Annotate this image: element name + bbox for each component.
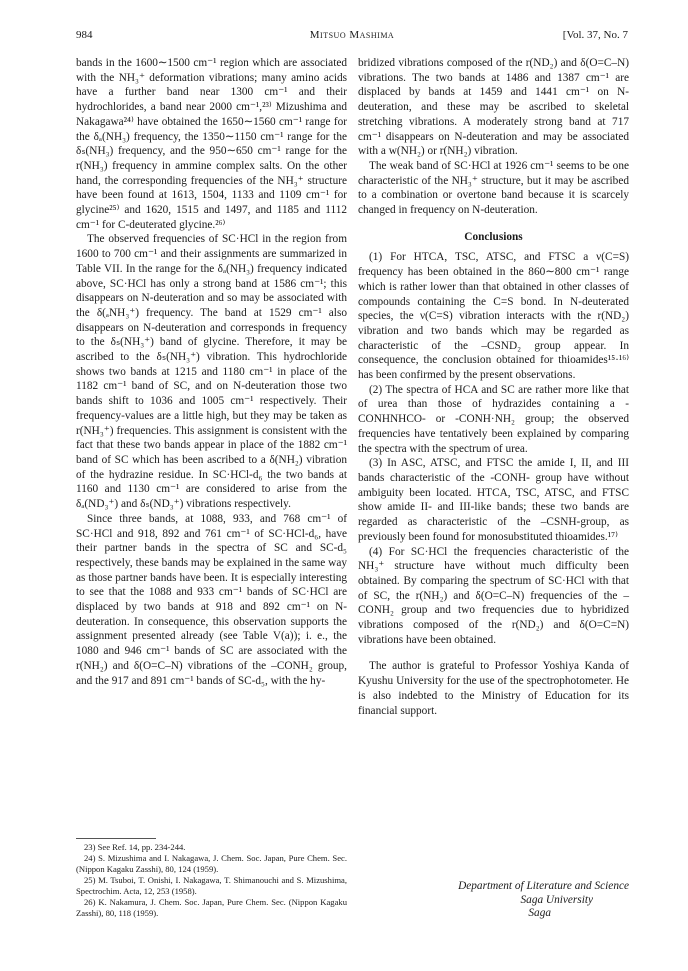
footnote: 26) K. Nakamura, J. Chem. Soc. Japan, Pure Chem. Sec. (Nippon Kagaku Zasshi), 80, 118 (1959). <box>76 897 347 918</box>
university-name: Saga University <box>520 893 593 906</box>
city-name: Saga <box>528 907 551 919</box>
conclusion-item: (1) For HTCA, TSC, ATSC, and FTSC a ν(C=S) frequency has been obtained in the 860∼800 cm⁻¹ range which is rather lower than that obtained in other classes of compounds containing the C=S bond. In N-deuterated species, the ν(C=S) vibration interacts with the r(ND₂) vibration and two bands which may be regarded as characteristic of the –CSND₂ group appear. In consequence, the conclusion obtained for thioamides¹⁵·¹⁶⁾ has been confirmed by the present observations. <box>358 251 629 382</box>
page-number: 984 <box>76 29 93 41</box>
affiliation <box>358 880 629 921</box>
left-column <box>76 56 347 688</box>
footnote-rule <box>76 838 156 839</box>
page-header <box>76 26 628 44</box>
section-heading-conclusions: Conclusions <box>464 230 523 243</box>
running-author: Mitsuo Mashima <box>309 29 395 41</box>
department-name: Department of Literature and Science <box>458 880 629 892</box>
paragraph: bands in the 1600∼1500 cm⁻¹ region which are associated with the NH₃⁺ deformation vibrations; many amino acids have a further band near 1300 cm⁻¹ and their hydrochlorides, a band near 2000 cm⁻¹,²³⁾ Mizushima and Nakagawa²⁴⁾ have obtained the 1650∼1560 cm⁻¹ range for the δₐ(NH₃) frequency, the 1350∼1150 cm⁻¹ range for the δₛ(NH₃) frequency, and the 950∼650 cm⁻¹ range for the r(NH₃) frequency in ammine complex salts. On the other hand, the corresponding frequencies of the NH₃⁺ structure have been found at 1613, 1504, 1133 and 1109 cm⁻¹ for glycine²⁵⁾ and 1620, 1515 and 1497, and 1185 and 1112 cm⁻¹ for C-deuterated glycine.²⁶⁾ <box>76 57 347 231</box>
paragraph: bridized vibrations composed of the r(ND₂) and δ(O=C–N) vibrations. The two bands at 1486 and 1387 cm⁻¹ are displaced by bands at 1459 and 1441 cm⁻¹ on N-deuteration, and these may be ascribed to skeletal stretching vibrations. A moderately strong band at 717 cm⁻¹ disappears on N-deuteration and may be associated with a w(NH₂) or r(NH₂) vibration. <box>358 57 629 158</box>
conclusion-item: (3) In ASC, ATSC, and FTSC the amide I, II, and III bands characteristic of the -CONH- group have without ambiguity been located. HTCA, TSC, ATSC, and FTSC show amide II- and III-like bands; these two bands are regarded as characteristic of the –CSNH-group, as previously been found for monosubstituted thioamides.¹⁷⁾ <box>358 457 629 543</box>
paragraph: The observed frequencies of SC·HCl in the region from 1600 to 700 cm⁻¹ and their assignments are summarized in Table VII. In the range for the δₐ(NH₃) frequency indicated above, SC·HCl has only a strong band at 1586 cm⁻¹; this disappears on N-deuteration and so may be associated with the δ(ₐNH₃⁺) frequency. The band at 1529 cm⁻¹ also disappears on N-deuteration and corresponds in frequency to the δₛ(NH₃⁺) band of glycine. Therefore, it may be ascribed to the δₛ(NH₃⁺) vibration. This hydrochloride shows two bands at 1215 and 1180 cm⁻¹ in place of the 1182 cm⁻¹ band of SC, and on N-deuteration those two bands shift to 1036 and 1005 cm⁻¹ respectively. Their frequency-values are a little high, but they may be taken as r(NH₃⁺) frequencies. This assignment is consistent with the fact that these two bands appear in place of the 1882 cm⁻¹ band of SC which has been ascribed to a δ(NH₂) vibration of the hydrazine residue. In SC·HCl-d₆ the two bands at 1160 and 1130 cm⁻¹ are considered to arise from the δₐ(ND₃⁺) and δₛ(ND₃⁺) vibrations respectively. <box>76 233 347 511</box>
paragraph: Since three bands, at 1088, 933, and 768 cm⁻¹ of SC·HCl and 918, 892 and 761 cm⁻¹ of SC·HCl-d₆, have their partner bands in the spectra of SC and SC-d₅ respectively, these bands may be explained in the same way as those partner bands have been. It is especially interesting to see that the 1088 and 933 cm⁻¹ bands of SC·HCl are displaced by two bands at 918 and 892 cm⁻¹ on N-deuteration. In consequence, this observation supports the assignment presented already (see Table V(a)); i. e., the 1080 and 946 cm⁻¹ bands of SC are associated with the r(NH₂) and δ(O=C–N) vibrations of the –CONH₂ group, and the 917 and 891 cm⁻¹ bands of SC-d₅, with the hy- <box>76 512 347 687</box>
footnote: 24) S. Mizushima and I. Nakagawa, J. Chem. Soc. Japan, Pure Chem. Sec. (Nippon Kagaku Zasshi), 80, 124 (1959). <box>76 853 347 874</box>
volume-info: [Vol. 37, No. 7 <box>562 29 628 41</box>
right-column <box>358 56 629 718</box>
acknowledgement: The author is grateful to Professor Yoshiya Kanda of Kyushu University for the use of the spectrophotometer. He is also indebted to the Ministry of Education for its financial support. <box>358 660 629 717</box>
conclusion-item: (2) The spectra of HCA and SC are rather more like that of urea than those of hydrazides containing a -CONHNHCO- or -CONH·NH₂ group; the observed frequencies have tentatively been explained by comparing the spectra with the spectrum of urea. <box>358 383 629 455</box>
footnote: 23) See Ref. 14, pp. 234-244. <box>84 842 186 852</box>
footnote: 25) M. Tsuboi, T. Onishi, I. Nakagawa, T. Shimanouchi and S. Mizushima, Spectrochim. Acta, 12, 253 (1958). <box>76 875 347 896</box>
footnotes <box>76 838 347 919</box>
conclusion-item: (4) For SC·HCl the frequencies characteristic of the NH₃⁺ structure have without much difficulty been obtained. By comparing the spectrum of SC·HCl with that of SC, the r(NH₂) and δ(O=C–N) frequencies of the –CONH₂ group and two frequencies due to hybridized vibrations composed of the r(ND₂) and δ(O=C=N) vibrations have been obtained. <box>358 545 629 646</box>
paragraph: The weak band of SC·HCl at 1926 cm⁻¹ seems to be one characteristic of the NH₃⁺ structure, but it may be ascribed to a combination or overtone band because it is scarcely changed in frequency on N-deuteration. <box>358 159 629 217</box>
